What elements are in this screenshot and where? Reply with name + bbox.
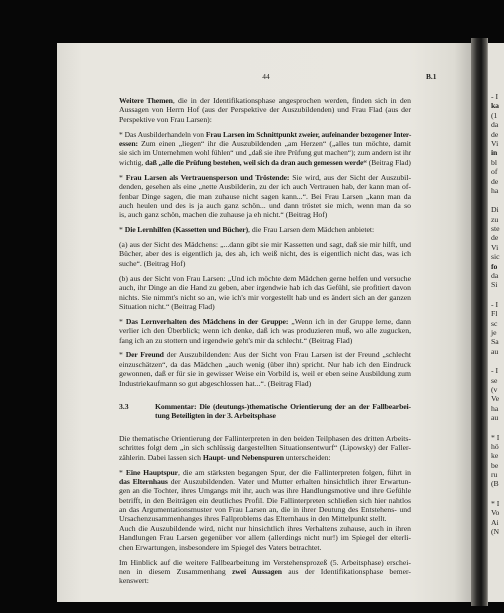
text-line — [119, 434, 411, 443]
text-run: Die thematische Orientierung der Fallinterpreten in den beiden Teilphasen des dritten Arbeits- — [119, 433, 411, 443]
text-run: Handlungen Frau Larsen gegenüber vor allem (allerdings nicht nur!) im Spiegel der elterli- — [119, 533, 411, 543]
text-line — [119, 293, 411, 302]
text-line — [119, 486, 411, 495]
facing-line-fragment: bl — [491, 157, 497, 167]
facing-paragraph-fragment — [491, 205, 500, 290]
bold-text-run: tung Beteiligten in der 3. Arbeitsphase — [155, 411, 276, 421]
text-run: sie sich im Unternehmen wohl fühlen“ und „daß sie ihre Prüfung gut machen“); zum andern ist ihr — [119, 148, 412, 158]
paragraph — [119, 558, 411, 586]
facing-line-fragment: ka — [491, 101, 499, 111]
text-run: einzuschätzen“, da das Mädchen „auch wenig (über ihn) spricht. Nur hab ich den Eindruck — [119, 359, 411, 369]
text-run: Ursachenzusammenhanges ihres Fallproblems das Elternhaus in den Mittelpunkt stellt. — [119, 514, 387, 524]
text-run: Sie wird, aus der Sicht der Auszubil- — [289, 172, 412, 182]
text-run: nen in diesem Zusammenhang — [119, 566, 232, 576]
text-line — [119, 567, 411, 576]
text-run: suche“. (Beitrag Hof) — [119, 258, 186, 268]
text-line — [119, 129, 412, 139]
text-line — [119, 317, 411, 326]
paragraph — [119, 317, 411, 345]
text-run: aus der Identifikationsphase bemer- — [281, 566, 411, 576]
facing-line-fragment: Vi — [491, 138, 499, 148]
facing-line-fragment: au — [491, 413, 499, 423]
paragraph — [119, 225, 411, 234]
section-number: 3.3 — [119, 402, 129, 412]
facing-page-text — [491, 92, 500, 536]
bold-text-run: Haupt- und Nebenspuren — [202, 452, 284, 462]
text-line — [119, 336, 411, 345]
text-run: auch heulen und des is ja auch ganz schön... und dann tröstet sie mich, wenn man da so — [119, 200, 411, 210]
text-line — [155, 411, 411, 420]
text-run: * — [119, 350, 126, 360]
facing-line-fragment: da — [491, 120, 499, 130]
text-line — [119, 201, 411, 210]
facing-line-fragment: - I — [491, 92, 499, 101]
text-run: is, auch ganz schön, machen die zuhause ja eh nicht.“ (Beitrag Hof) — [119, 210, 328, 220]
text-run: Situation nicht.“ (Beitrag Flad) — [119, 301, 215, 311]
paragraph — [119, 96, 411, 124]
text-run: Auch die Auszubildende wird, nicht nur hinsichtlich ihres Verhaltens zuhause, auch in ihren — [119, 523, 411, 533]
text-line — [119, 514, 411, 523]
facing-line-fragment: da — [491, 271, 499, 281]
facing-line-fragment: ke — [491, 451, 499, 461]
facing-line-fragment: ha — [491, 403, 499, 413]
text-run: fang ich an zu stottern und irgendwie geht's mir da schlecht.“ (Beitrag Flad) — [119, 335, 353, 345]
section-heading — [119, 402, 411, 421]
bold-text-run: Weitere Themen — [119, 96, 173, 105]
facing-line-fragment: ru — [491, 470, 498, 480]
text-run: nichts. Sie nimmt's nicht so an, wie ich's mir vorgestellt hab und es ändert sich an der ganzen — [119, 292, 411, 302]
facing-line-fragment: of — [491, 167, 498, 177]
text-run: (a) aus der Sicht des Mädchens: „...dann gibt sie mir Kassetten und sagt, daß sie mir hilft, und — [119, 240, 411, 250]
text-run: kenswert: — [119, 576, 149, 586]
text-line — [119, 302, 411, 311]
facing-line-fragment: (v — [491, 384, 498, 394]
facing-line-fragment: (1 — [491, 110, 498, 120]
text-run: Aussagen von Herrn Hof (aus der Perspektive der Auszubildenden) und Frau Flad (aus der — [119, 105, 411, 115]
bold-text-run: Das Lernverhalten des Mädchens in der Gruppe: — [125, 316, 289, 326]
text-run: (b) aus der Sicht von Frau Larsen: „Und ich möchte dem Mädchen gerne helfen und versuche — [119, 273, 411, 283]
text-run: (Beitrag Flad) — [366, 157, 411, 167]
facing-line-fragment: Vo — [491, 508, 500, 518]
facing-line-fragment: je — [491, 327, 497, 337]
facing-line-fragment: zu — [491, 214, 499, 224]
book-gutter — [471, 38, 488, 606]
facing-line-fragment: de — [491, 233, 499, 243]
paragraph — [119, 240, 411, 268]
facing-line-fragment: Fl — [491, 309, 498, 319]
text-line — [119, 533, 411, 542]
text-line — [119, 274, 411, 283]
text-line — [119, 192, 411, 201]
bold-text-run: Frau Larsen im Schnittpunkt zweier, aufeinander bezogener Inter- — [205, 129, 412, 139]
text-run: * — [119, 467, 126, 477]
text-line — [119, 360, 411, 369]
text-run: betrifft, in den Beiträgen ein deutliches Profil. Die Fallinterpreten schließen sich hier nahtlos — [119, 495, 411, 505]
bold-text-run: Der Freund — [125, 350, 164, 360]
text-line — [119, 350, 411, 359]
text-run: fenbar Dinge sagen, die man zuhause nicht sagen kann...“. Bei Frau Larsen „kann man da — [119, 191, 411, 201]
text-line — [119, 225, 411, 234]
facing-page — [488, 43, 504, 602]
facing-line-fragment: de — [491, 176, 499, 186]
text-line — [119, 543, 411, 552]
text-line — [119, 379, 411, 388]
text-line — [119, 326, 411, 335]
text-line — [119, 210, 411, 219]
facing-line-fragment: in — [491, 148, 498, 158]
text-line — [119, 558, 411, 567]
facing-line-fragment: se — [491, 375, 498, 385]
facing-paragraph-fragment — [491, 92, 500, 195]
paragraph — [119, 130, 411, 168]
chapter-code: B.1 — [426, 72, 437, 81]
facing-paragraph-fragment — [491, 499, 500, 537]
facing-line-fragment: be — [491, 460, 499, 470]
facing-line-fragment: Ai — [491, 517, 499, 527]
bold-text-run: Eine Hauptspur — [125, 467, 178, 477]
facing-line-fragment: - I — [491, 299, 499, 309]
text-line — [155, 402, 411, 411]
text-run: wichtig, — [119, 157, 146, 167]
text-line — [119, 173, 411, 182]
text-line — [119, 96, 411, 105]
text-run: „Wenn ich in der Gruppe lerne, dann — [288, 316, 411, 326]
text-line — [119, 453, 411, 462]
facing-line-fragment: * I — [491, 498, 500, 508]
text-line — [119, 477, 411, 486]
text-run: schrittes folgt dem „in sich schlüssig dargestellten Situationsentwurf“ (Lipowsky) der Faller- — [119, 443, 411, 453]
page-body-text — [119, 96, 411, 586]
text-line — [119, 496, 411, 505]
text-line — [119, 259, 411, 268]
paragraph — [119, 468, 411, 553]
facing-line-fragment: Si — [491, 280, 498, 290]
text-run: der Auszubildenden: Aus der Sicht von Frau Larsen ist der Freund „schlecht — [163, 350, 412, 360]
text-run: * — [119, 316, 126, 326]
text-line — [119, 182, 411, 191]
text-run: chen Erwartungen, insbesondere im Spiegel des Vaters betrachtet. — [119, 542, 322, 552]
facing-line-fragment: sc — [491, 318, 498, 328]
facing-paragraph-fragment — [491, 300, 500, 356]
facing-line-fragment: * I — [491, 432, 500, 442]
bold-text-run: das Elternhaus — [119, 476, 168, 486]
text-line — [119, 249, 411, 258]
facing-line-fragment: Sa — [491, 337, 499, 347]
text-run: gen an die Tochter, ihres Umgangs mit ihr, auch was ihre Handlungsmotive und ihre Gefühle — [119, 486, 411, 496]
text-line — [119, 148, 412, 158]
facing-line-fragment: Vi — [491, 242, 499, 252]
facing-line-fragment: Di — [491, 205, 499, 215]
text-run: , die Frau Larsen dem Mädchen anbietet: — [248, 225, 375, 235]
text-line — [119, 505, 411, 514]
text-line — [119, 369, 411, 378]
bold-text-run: Kommentar: Die (deutungs-)thematische Orientierung der an der Fallbearbei- — [155, 402, 411, 412]
text-line — [119, 443, 411, 452]
text-line — [119, 240, 411, 249]
facing-line-fragment: sic — [491, 252, 500, 262]
page-number: 44 — [262, 72, 270, 81]
text-run: unterscheiden: — [283, 452, 331, 462]
facing-line-fragment: fo — [491, 261, 498, 271]
paragraph — [119, 274, 411, 312]
facing-line-fragment: (B — [491, 479, 499, 489]
facing-line-fragment: hö — [491, 441, 499, 451]
paragraph — [119, 350, 411, 388]
text-run: gewonnen, daß er für sie in gewisser Weise ein Vorbild is, weil er eben seine Ausbildung zum — [119, 369, 411, 379]
bold-text-run: zwei Aussagen — [231, 566, 282, 576]
text-run: Industriekaufmann so gut abgeschlossen hat...“. (Beitrag Flad) — [119, 378, 312, 388]
text-run: denden, gesehen als eine „nette Ausbilderin, zu der ich auch Vertrauen hab, der kann man of- — [119, 182, 411, 192]
facing-line-fragment: Ve — [491, 394, 500, 404]
facing-line-fragment: - I — [491, 366, 499, 376]
text-run: der Auszubildenden. Vater und Mutter erhalten hinsichtlich ihrer Erwartun- — [167, 476, 411, 486]
text-run: zählerin. Dabei lassen sich — [119, 452, 203, 462]
text-line — [119, 157, 411, 167]
facing-paragraph-fragment — [491, 366, 500, 422]
text-line — [119, 139, 411, 148]
facing-paragraph-fragment — [491, 433, 500, 489]
facing-line-fragment: au — [491, 346, 499, 356]
text-run: auch, ihr Dinge an die Hand zu geben, aber irgendwie hab ich das Gefühl, sie profitiert davon — [119, 283, 411, 293]
facing-line-fragment: ste — [491, 224, 500, 234]
bold-text-run: Die Lernhilfen (Kassetten und Bücher) — [124, 225, 249, 235]
facing-line-fragment: (N — [491, 527, 500, 537]
paragraph — [119, 173, 411, 220]
text-run: an das Argumentationsmuster von Frau Larsen an, die in ihrer Deutung des Entstehens- und — [119, 505, 411, 515]
text-run: * — [119, 172, 126, 182]
text-run: Zum einen „liegen“ ihr die Auszubildenden „am Herzen“ („alles tun möchte, damit — [137, 139, 411, 149]
bold-text-run: Frau Larsen als Vertrauensperson und Tröstende: — [125, 172, 290, 182]
facing-line-fragment: de — [491, 129, 499, 139]
section-title — [155, 402, 411, 421]
facing-line-fragment: ha — [491, 185, 499, 195]
text-run: , die am stärksten begangen Spur, der die Fallinterpreten folgen, führt in — [177, 467, 412, 477]
text-run: verlier ich den Überblick; wenn ich denke, daß ich was produzieren muß, wo alle zugucken, — [119, 326, 411, 336]
bold-text-run: essen: — [119, 139, 138, 149]
text-line — [119, 105, 411, 114]
text-run: * — [119, 225, 125, 235]
text-run: Im Hinblick auf die weitere Fallbearbeitung im Verstehensprozeß (5. Arbeitsphase) erschei- — [119, 557, 411, 567]
text-run: Bücher, aber des is eigentlich ja, des ah, ich weiß nicht, des is eigentlich nicht das, was ich — [119, 249, 411, 259]
text-run: * Das Ausbilderhandeln von — [119, 129, 206, 139]
text-line — [119, 468, 411, 477]
text-line — [119, 576, 411, 585]
paragraph — [119, 434, 411, 462]
text-run: Perspektive von Frau Larsen): — [119, 114, 212, 124]
text-line — [119, 524, 411, 533]
text-run: , die in der Identifikationsphase angesprochen werden, finden sich in den — [172, 96, 411, 105]
text-line — [119, 283, 411, 292]
bold-text-run: daß „alle die Prüfung bestehen, weil sich da dran auch gemessen werde“ — [145, 157, 367, 167]
text-line — [119, 115, 411, 124]
